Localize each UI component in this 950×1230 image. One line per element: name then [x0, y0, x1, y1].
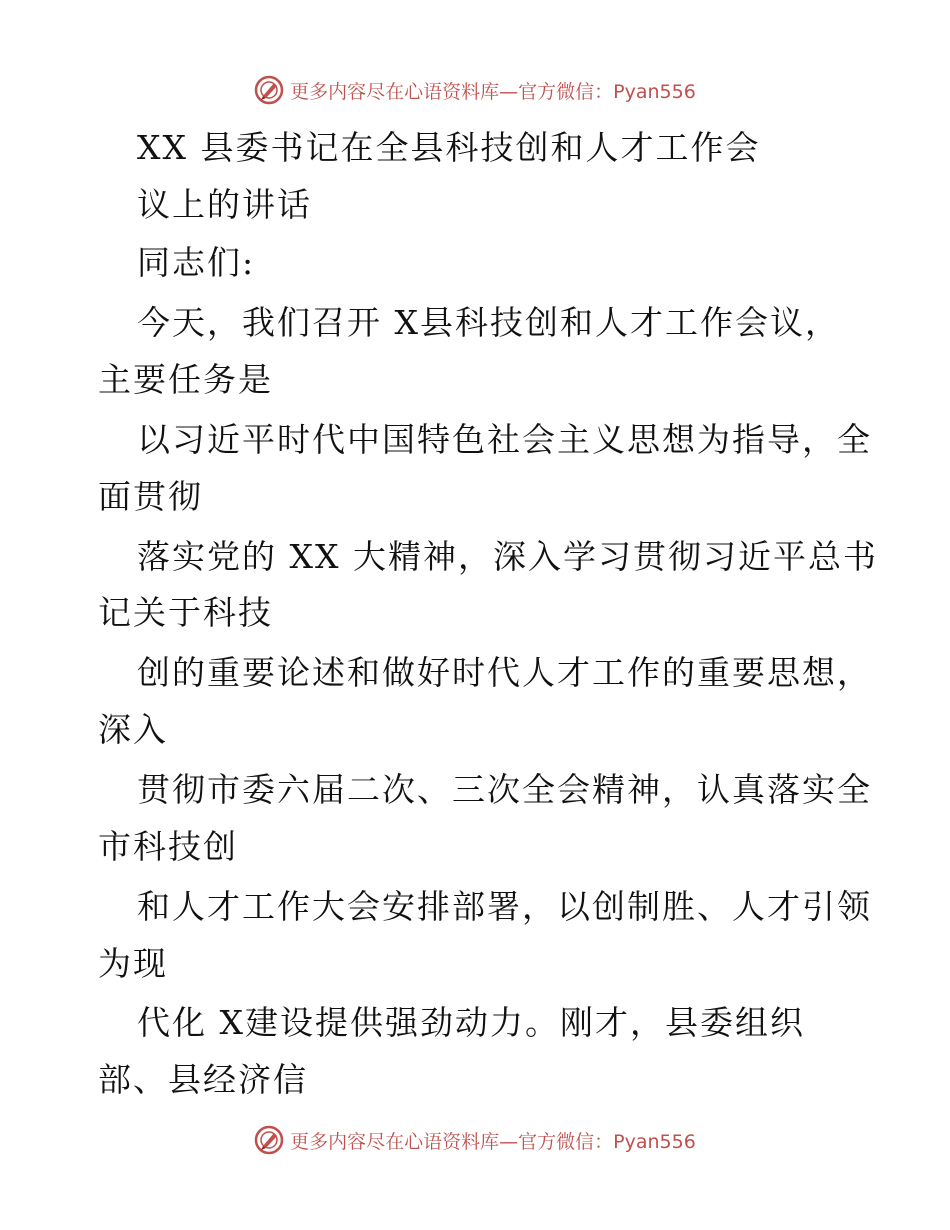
paragraph-line: 面贯彻	[98, 477, 203, 516]
paragraph-line: 为现	[98, 944, 168, 983]
paragraph-line: 深入	[98, 710, 168, 749]
paragraph-line: 市科技创	[98, 827, 238, 866]
document-title-line-1: XX 县委书记在全县科技创和人才工作会	[137, 128, 761, 167]
paragraph-line: 代化 X建设提供强劲动力。刚才，县委组织	[137, 1003, 805, 1042]
pen-logo-icon	[254, 75, 284, 105]
paragraph-line: 以习近平时代中国特色社会主义思想为指导，全	[137, 420, 872, 459]
paragraph-line: 部、县经济信	[98, 1060, 308, 1099]
paragraph-line: 落实党的 XX 大精神，深入学习贯彻习近平总书	[137, 537, 878, 576]
paragraph-line: 今天，我们召开 X县科技创和人才工作会议，	[137, 303, 840, 342]
header-watermark-banner	[0, 70, 950, 110]
watermark-text: 更多内容尽在心语资料库—官方微信：Pyan556	[290, 1130, 696, 1153]
paragraph-line: 记关于科技	[98, 593, 273, 632]
pen-logo-icon	[254, 1125, 284, 1155]
paragraph-line: 创的重要论述和做好时代人才工作的重要思想，	[137, 653, 872, 692]
watermark-text: 更多内容尽在心语资料库—官方微信：Pyan556	[290, 80, 696, 103]
salutation: 同志们:	[137, 243, 256, 282]
document-title-line-2: 议上的讲话	[137, 185, 312, 224]
paragraph-line: 贯彻市委六届二次、三次全会精神，认真落实全	[137, 770, 872, 809]
footer-watermark-banner	[0, 1120, 950, 1160]
paragraph-line: 和人才工作大会安排部署，以创制胜、人才引领	[137, 887, 872, 926]
paragraph-line: 主要任务是	[98, 360, 273, 399]
